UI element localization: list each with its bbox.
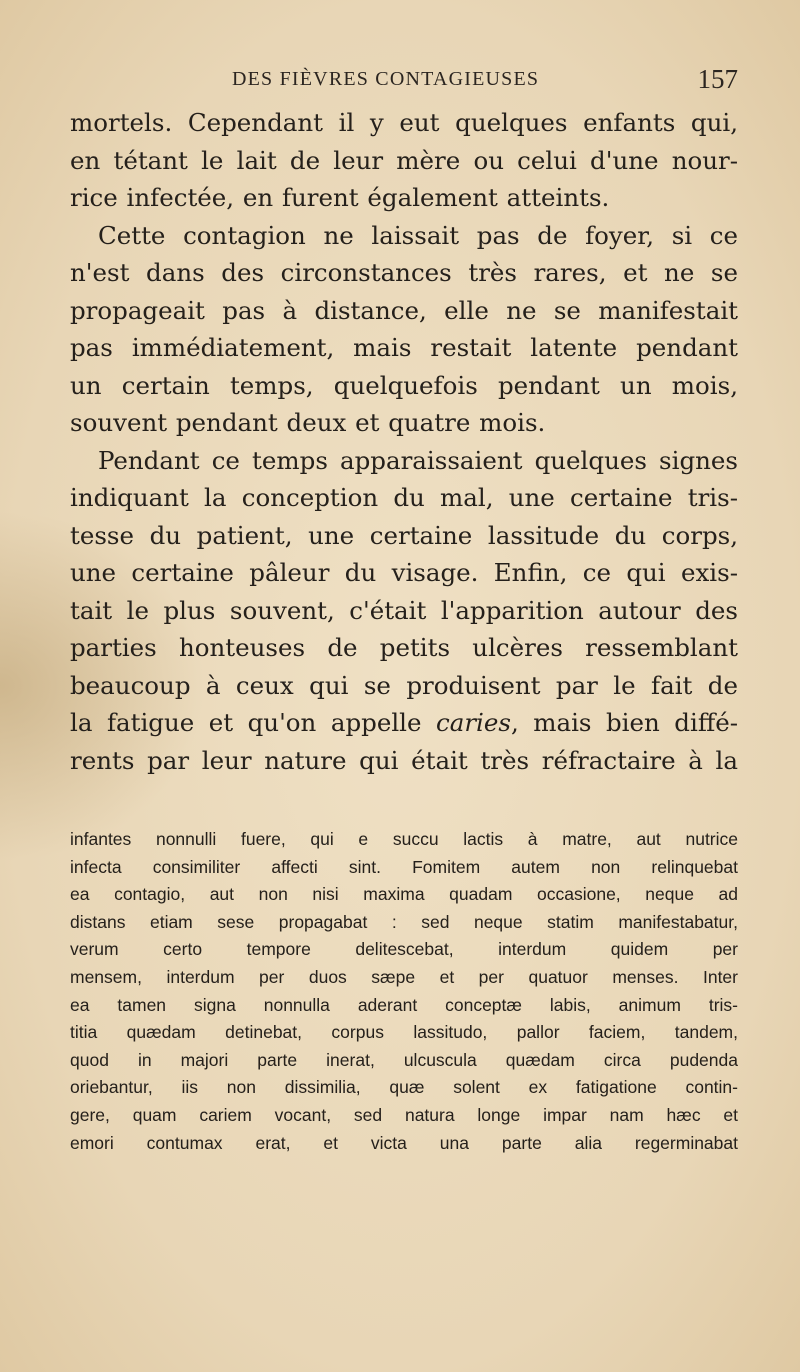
latin-text [70, 826, 738, 1157]
text-line: propageait pas à distance, elle ne se manifestait [70, 295, 738, 325]
text-line: n'est dans des circonstances très rares, et ne se [70, 258, 738, 287]
text-line: en tétant le lait de leur mère ou celui d'une nour- [70, 145, 738, 175]
text-line: un certain temps, quelquefois pendant un mois, [70, 370, 738, 400]
italic-term: caries [436, 708, 511, 737]
latin-line: gere, quam cariem vocant, sed natura longe impar nam hæc et [70, 1104, 738, 1125]
text-line: une certaine pâleur du visage. Enfin, ce qui exis- [70, 558, 738, 587]
latin-line: quod in majori parte inerat, ulcuscula quædam circa pudenda [70, 1049, 738, 1070]
page-number: 157 [697, 64, 738, 94]
text-line: rice infectée, en furent également atteints. [70, 183, 610, 212]
latin-line: distans etiam sese propagabat : sed neque statim manifestabatur, [70, 911, 738, 932]
latin-line: verum certo tempore delitescebat, interdum quidem per [70, 939, 738, 960]
text-line: pas immédiatement, mais restait latente pendant [70, 333, 738, 362]
text-line: Cette contagion ne laissait pas de foyer, si ce [98, 220, 738, 250]
text-line: souvent pendant deux et quatre mois. [70, 408, 546, 437]
text-line: Pendant ce temps apparaissaient quelques signes [98, 445, 738, 475]
text-line: tesse du patient, une certaine lassitude du corps, [70, 520, 738, 550]
latin-line: ea contagio, aut non nisi maxima quadam occasione, neque ad [70, 884, 738, 905]
text-segment: , mais bien diffé- [510, 708, 738, 737]
french-text [70, 104, 738, 779]
running-title: DES FIÈVRES CONTAGIEUSES [232, 68, 540, 90]
latin-line: infantes nonnulli fuere, qui e succu lactis à matre, aut nutrice [70, 829, 738, 849]
latin-line: infecta consimiliter affecti sint. Fomitem autem non relinquebat [70, 856, 738, 877]
text-line: mortels. Cependant il y eut quelques enfants qui, [70, 108, 738, 137]
text-line: indiquant la conception du mal, une certaine tris- [70, 483, 738, 512]
latin-line: oriebantur, iis non dissimilia, quæ solent ex fatigatione contin- [70, 1077, 738, 1098]
latin-line: ea tamen signa nonnulla aderant conceptæ labis, animum tris- [70, 994, 738, 1015]
latin-line: emori contumax erat, et victa una parte alia regerminabat [70, 1132, 738, 1153]
latin-line: titia quædam detinebat, corpus lassitudo, pallor faciem, tandem, [70, 1022, 738, 1043]
text-line: tait le plus souvent, c'était l'apparition autour des [70, 595, 738, 625]
text-line: beaucoup à ceux qui se produisent par le fait de [70, 670, 738, 700]
latin-line: mensem, interdum per duos sæpe et per quatuor menses. Inter [70, 966, 738, 987]
text-segment: la fatigue et qu'on appelle [70, 708, 422, 737]
text-line: rents par leur nature qui était très réfractaire à la [70, 745, 738, 775]
running-head [70, 62, 738, 102]
text-line: parties honteuses de petits ulcères ressemblant [70, 633, 738, 662]
text-line-mixed [70, 704, 738, 742]
